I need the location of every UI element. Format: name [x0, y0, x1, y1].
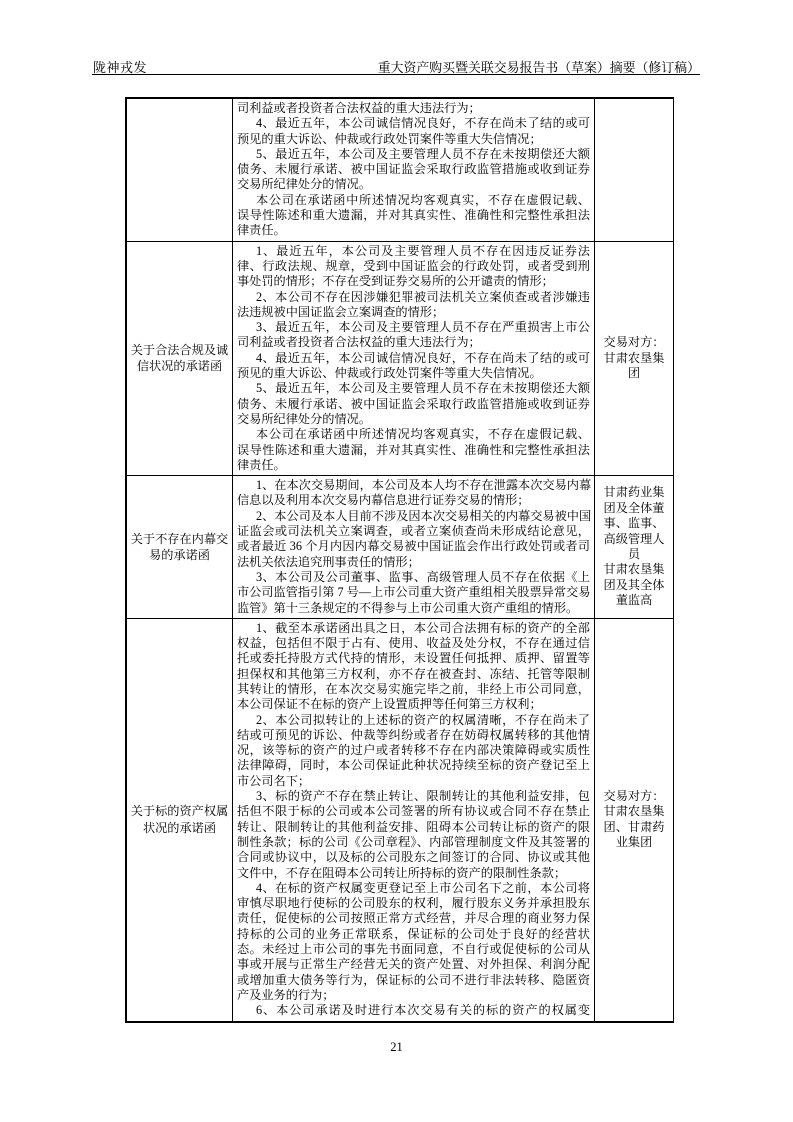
- content-line: 担保权和其他第三方权利，亦不存在被查封、冻结、托管等限制: [237, 666, 590, 681]
- content-line: 5、最近五年，本公司及主要管理人员不存在未按期偿还大额: [256, 146, 590, 161]
- commitments-table: [125, 97, 674, 1023]
- content-line: 合同或协议中，以及标的公司股东之间签订的合同、协议或其他: [237, 850, 590, 865]
- content-line: 持标的公司的业务正常联系，保证标的公司处于良好的经营状: [237, 926, 590, 941]
- content-line: 法违规被中国证监会立案调查的情形；: [237, 304, 445, 319]
- commitment-type-label: 关于不存在内幕交易的承诺函: [130, 531, 229, 562]
- commitment-content-cell: [232, 476, 595, 618]
- content-line: 信息以及利用本次交易内幕信息进行证券交易的情形；: [237, 493, 530, 508]
- content-line: 证监会或司法机关立案调查，或者立案侦查尚未形成结论意见，: [237, 524, 590, 539]
- content-line: 本公司在承诺函中所述情况均客观真实，不存在虚假记载、: [256, 192, 590, 207]
- commitment-paragraph: [237, 478, 590, 509]
- content-line: 本公司保证不在标的资产上设置质押等任何第三方权利；: [237, 697, 542, 712]
- counterparty-name: 交易对方：甘肃农垦集团、甘肃药业集团: [603, 788, 665, 850]
- commitment-paragraph: [237, 193, 590, 239]
- commitment-paragraph: [237, 351, 590, 382]
- content-line: 或者最近 36 个月内因内幕交易被中国证监会作出行政处罚或者司: [237, 539, 590, 554]
- commitment-type-label: 关于标的资产权属状况的承诺函: [130, 804, 229, 835]
- header-divider: [92, 74, 700, 75]
- content-line: 律责任。: [237, 223, 286, 238]
- content-line: 3、最近五年，本公司及主要管理人员不存在严重损害上市公: [256, 320, 590, 335]
- content-line: 产及业务的行为；: [237, 987, 335, 1002]
- commitment-paragraph: [237, 427, 590, 473]
- content-line: 债务、未履行承诺、被中国证监会采取行政监管措施或收到证券: [237, 162, 590, 177]
- commitment-paragraph: [237, 621, 590, 713]
- content-line: 4、最近五年，本公司诚信情况良好，不存在尚未了结的或可: [256, 116, 590, 131]
- content-line: 态。未经过上市公司的事先书面同意，不自行或促使标的公司从: [237, 942, 590, 957]
- commitment-paragraph: [237, 570, 590, 616]
- counterparty-name: 交易对方：甘肃农垦集团: [603, 335, 665, 381]
- content-line: 司利益或者投资者合法权益的重大违法行为；: [237, 101, 481, 115]
- content-line: 制性条款；标的公司《公司章程》、内部管理制度文件及其签署的: [237, 834, 590, 849]
- commitment-paragraph: [237, 147, 590, 193]
- content-line: 误导性陈述和重大遗漏，并对其真实性、准确性和完整性承担法: [237, 442, 590, 457]
- content-line: 本公司在承诺函中所述情况均客观真实，不存在虚假记载、: [256, 427, 590, 442]
- content-line: 交易所纪律处分的情况。: [237, 411, 372, 426]
- commitment-paragraph: [237, 290, 590, 321]
- commitment-paragraph: [237, 1003, 590, 1018]
- counterparty-cell: [595, 242, 673, 475]
- content-line: 托或委托持股方式代持的情形，未设置任何抵押、质押、留置等: [237, 651, 590, 666]
- table-row: [127, 618, 673, 1021]
- content-line: 4、在标的资产权属变更登记至上市公司名下之前，本公司将: [256, 880, 590, 895]
- content-line: 2、本公司拟转让的上述标的资产的权属清晰，不存在尚未了: [256, 712, 590, 727]
- counterparty-cell: [595, 619, 673, 1021]
- content-line: 市公司名下；: [237, 773, 311, 788]
- commitment-paragraph: [237, 381, 590, 427]
- content-line: 结或可预见的诉讼、仲裁等纠纷或者存在妨碍权属转移的其他情: [237, 727, 590, 742]
- counterparty-name: 甘肃药业集团及全体董事、监事、高级管理人员: [603, 485, 665, 561]
- content-line: 律、行政法规、规章，受到中国证监会的行政处罚，或者受到刑: [237, 258, 590, 273]
- content-line: 1、在本次交易期间，本公司及本人均不存在泄露本次交易内幕: [256, 478, 592, 493]
- content-line: 市公司监管指引第 7 号—上市公司重大资产重组相关股票异常交易: [237, 585, 591, 600]
- content-line: 况，该等标的资产的过户或者转移不存在内部决策障碍或实质性: [237, 743, 590, 758]
- counterparty-cell: [595, 99, 673, 241]
- content-line: 法律障碍，同时，本公司保证此种状况持续至标的资产登记至上: [237, 758, 590, 773]
- content-line: 误导性陈述和重大遗漏，并对其真实性、准确性和完整性承担法: [237, 208, 590, 223]
- commitment-content-cell: [232, 619, 595, 1021]
- content-line: 2、本公司不存在因涉嫌犯罪被司法机关立案侦查或者涉嫌违: [256, 289, 590, 304]
- counterparty-name: 甘肃农垦集团及其全体董监高: [603, 562, 665, 608]
- content-line: 4、最近五年，本公司诚信情况良好，不存在尚未了结的或可: [256, 350, 590, 365]
- commitment-paragraph: [237, 881, 590, 1003]
- content-line: 括但不限于标的公司或本公司签署的所有协议或合同不存在禁止: [237, 804, 590, 819]
- content-line: 预见的重大诉讼、仲裁或行政处罚案件等重大失信情况；: [237, 131, 542, 146]
- page-number: 21: [390, 1040, 403, 1054]
- commitment-type-cell: [127, 99, 232, 241]
- commitment-type-cell: [127, 619, 232, 1021]
- commitment-content-cell: [232, 99, 595, 241]
- document-header-right: 重大资产购买暨关联交易报告书（草案）摘要（修订稿）: [377, 61, 700, 75]
- commitment-paragraph: [237, 509, 590, 570]
- content-line: 司利益或者投资者合法权益的重大违法行为；: [237, 335, 481, 350]
- content-line: 或增加重大债务等行为，保证标的公司不进行非法转移、隐匿资: [237, 972, 590, 987]
- content-line: 责任，促使标的公司按照正常方式经营，并尽合理的商业努力保: [237, 911, 590, 926]
- commitment-paragraph: [237, 116, 590, 147]
- content-line: 3、本公司及公司董事、监事、高级管理人员不存在依据《上: [256, 569, 590, 584]
- content-line: 监管》第十三条规定的不得参与上市公司重大资产重组的情形。: [237, 600, 579, 615]
- commitment-type-cell: [127, 242, 232, 475]
- document-header-left: 陇神戎发: [93, 60, 148, 75]
- content-line: 6、本公司承诺及时进行本次交易有关的标的资产的权属变: [256, 1003, 590, 1018]
- content-line: 1、最近五年，本公司及主要管理人员不存在因违反证券法: [256, 243, 590, 258]
- content-line: 3、标的资产不存在禁止转让、限制转让的其他利益安排，包: [256, 789, 590, 804]
- counterparty-cell: [595, 476, 673, 618]
- content-line: 1、截至本承诺函出具之日，本公司合法拥有标的资产的全部: [256, 620, 590, 635]
- content-line: 转让、限制转让的其他利益安排、阻碍本公司转让标的资产的限: [237, 819, 590, 834]
- commitment-paragraph: [237, 320, 590, 351]
- commitment-paragraph: [237, 101, 590, 116]
- commitment-paragraph: [237, 244, 590, 290]
- content-line: 法机关依法追究刑事责任的情形；: [237, 554, 420, 569]
- content-line: 权益，包括但不限于占有、使用、收益及处分权，不存在通过信: [237, 636, 590, 651]
- content-line: 审慎尽职地行使标的公司股东的权利，履行股东义务并承担股东: [237, 896, 590, 911]
- content-line: 预见的重大诉讼、仲裁或行政处罚案件等重大失信情况。: [237, 366, 542, 381]
- table-row: [127, 241, 673, 475]
- commitment-type-label: 关于合法合规及诚信状况的承诺函: [130, 342, 229, 374]
- content-line: 2、本公司及本人目前不涉及因本次交易相关的内幕交易被中国: [256, 508, 592, 523]
- table-row: [127, 475, 673, 618]
- content-line: 其转让的情形，在本次交易实施完毕之前，非经上市公司同意，: [237, 681, 590, 696]
- table-row: [127, 99, 673, 241]
- content-line: 交易所纪律处分的情况。: [237, 177, 372, 192]
- commitment-paragraph: [237, 789, 590, 881]
- commitment-content-cell: [232, 242, 595, 475]
- content-line: 文件中，不存在阻碍本公司转让所持标的资产的限制性条款；: [237, 865, 567, 880]
- content-line: 事或开展与正常生产经营无关的资产处置、对外担保、利润分配: [237, 957, 590, 972]
- content-line: 事处罚的情形；不存在受到证券交易所的公开谴责的情形；: [237, 274, 554, 289]
- commitment-type-cell: [127, 476, 232, 618]
- commitment-paragraph: [237, 713, 590, 789]
- content-line: 债务、未履行承诺、被中国证监会采取行政监管措施或收到证券: [237, 396, 590, 411]
- content-line: 律责任。: [237, 457, 286, 472]
- content-line: 5、最近五年，本公司及主要管理人员不存在未按期偿还大额: [256, 381, 590, 396]
